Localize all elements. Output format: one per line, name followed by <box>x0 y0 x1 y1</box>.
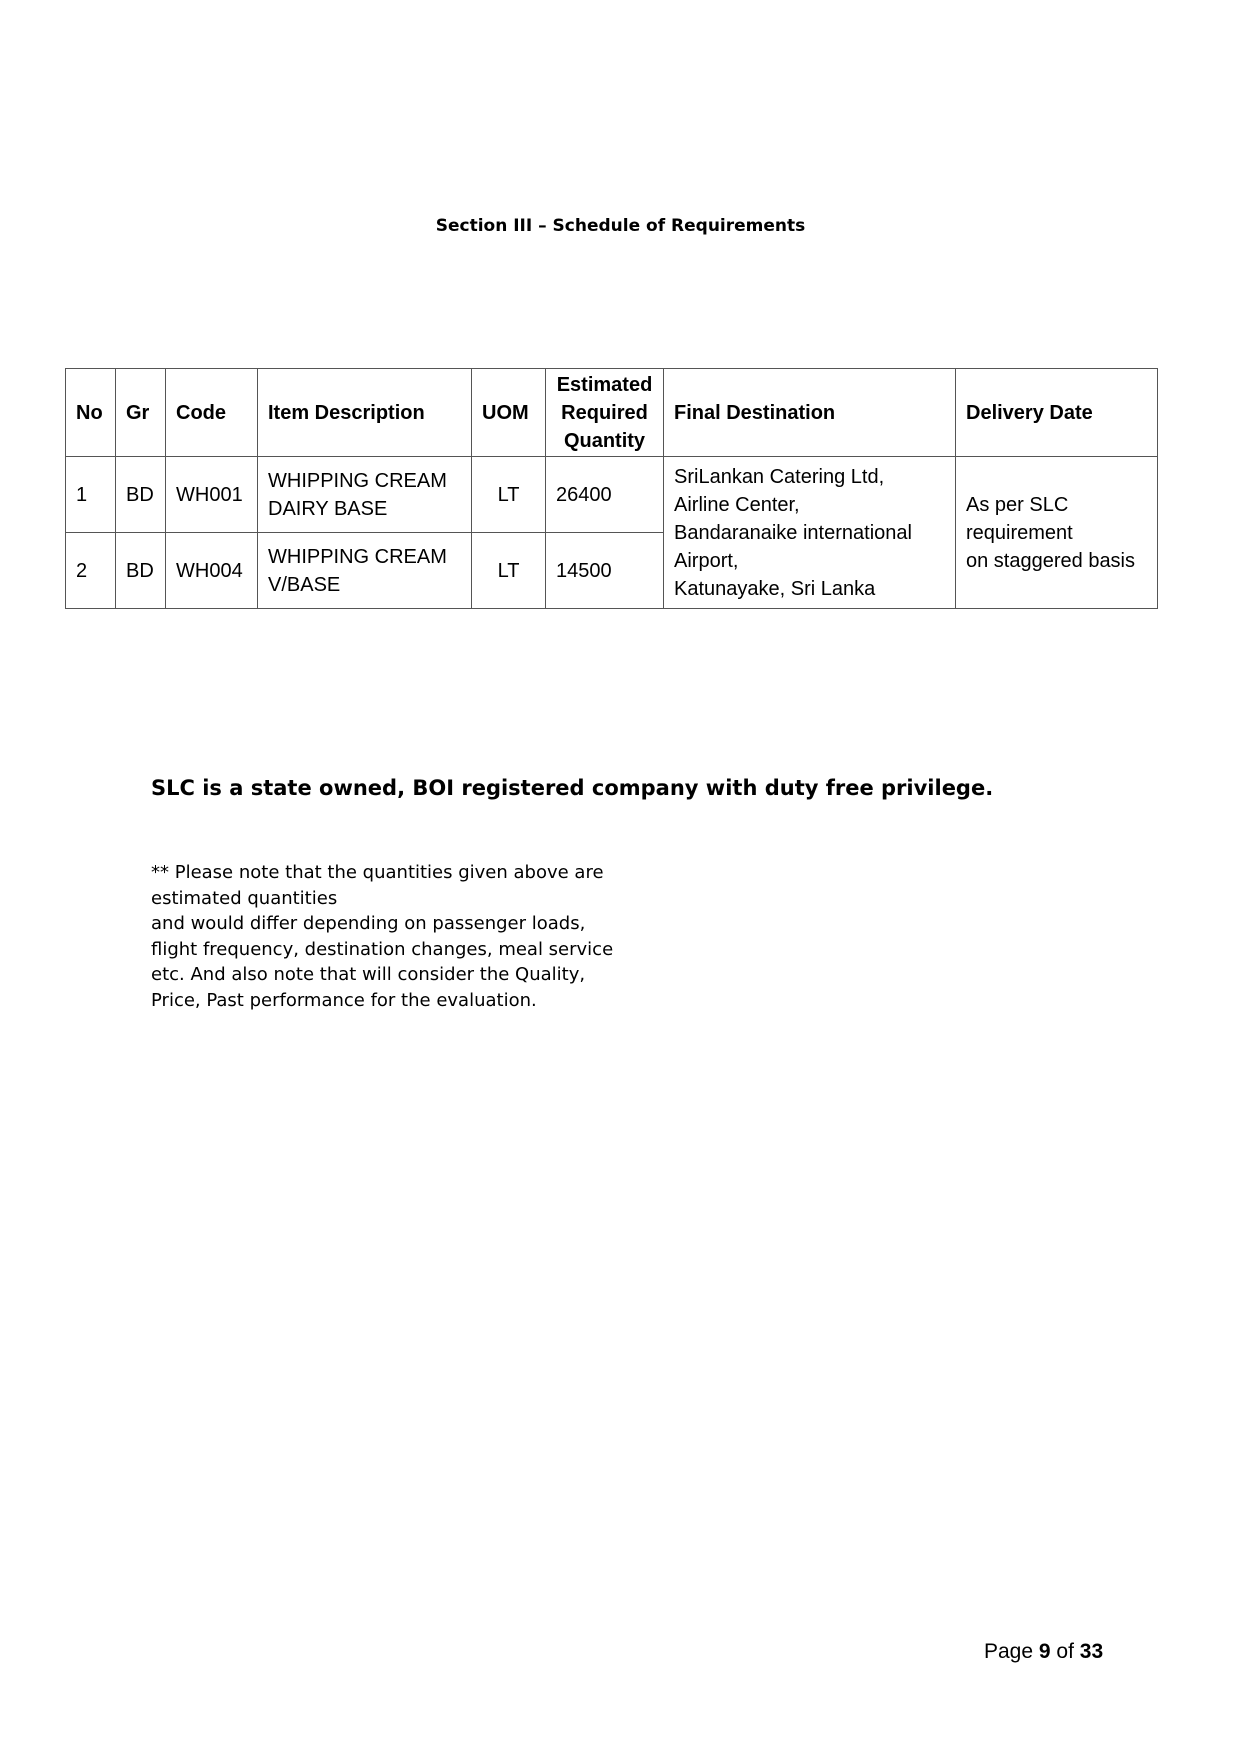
header-uom: UOM <box>472 369 546 457</box>
estimated-quantities-note: ** Please note that the quantities given above are estimated quantities and would differ depending on passenger loads, flight frequency, destination changes, meal service etc. And also note that will consider the Quality, Price, Past performance for the evaluation. <box>151 862 614 1011</box>
cell-no: 2 <box>66 533 116 609</box>
header-estimated-quantity: Estimated Required Quantity <box>546 369 664 457</box>
cell-no: 1 <box>66 457 116 533</box>
total-page-count: 33 <box>1079 1640 1104 1663</box>
header-final-destination: Final Destination <box>664 369 956 457</box>
schedule-of-requirements-table <box>65 368 1158 609</box>
header-code: Code <box>166 369 258 457</box>
cell-delivery-date: As per SLC requirement on staggered basis <box>956 457 1158 609</box>
table-row <box>66 457 1158 533</box>
header-no: No <box>66 369 116 457</box>
header-item-description: Item Description <box>258 369 472 457</box>
cell-uom: LT <box>472 457 546 533</box>
slc-duty-free-note: SLC is a state owned, BOI registered company with duty free privilege. <box>151 776 994 800</box>
cell-item-description: WHIPPING CREAM V/BASE <box>258 533 472 609</box>
cell-final-destination: SriLankan Catering Ltd, Airline Center, Bandaranaike international Airport, Katunayake, Sri Lanka <box>664 457 956 609</box>
page-label: Page <box>984 1640 1034 1663</box>
header-delivery-date: Delivery Date <box>956 369 1158 457</box>
cell-gr: BD <box>116 457 166 533</box>
page-number-footer <box>984 1640 1103 1664</box>
cell-item-description: WHIPPING CREAM DAIRY BASE <box>258 457 472 533</box>
cell-uom: LT <box>472 533 546 609</box>
of-label: of <box>1056 1640 1074 1663</box>
header-gr: Gr <box>116 369 166 457</box>
cell-gr: BD <box>116 533 166 609</box>
table-header-row <box>66 369 1158 457</box>
cell-quantity: 14500 <box>546 533 664 609</box>
cell-code: WH004 <box>166 533 258 609</box>
cell-code: WH001 <box>166 457 258 533</box>
section-title: Section III – Schedule of Requirements <box>435 216 806 236</box>
cell-quantity: 26400 <box>546 457 664 533</box>
current-page-number: 9 <box>1038 1640 1051 1663</box>
